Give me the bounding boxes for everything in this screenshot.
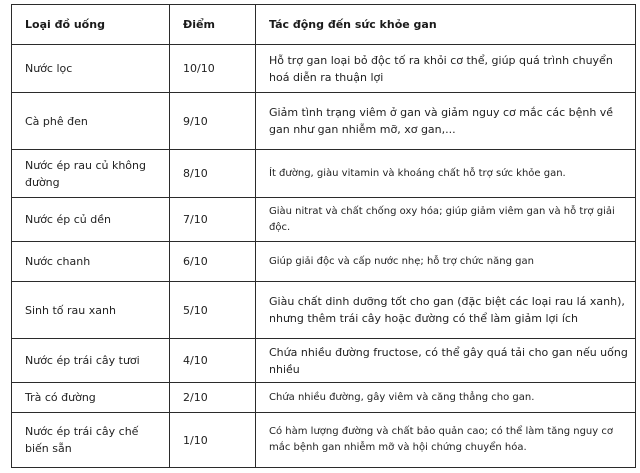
drink-score: 7/10 [170,198,256,242]
drink-score: 5/10 [170,282,256,339]
drink-name: Sinh tố rau xanh [12,282,170,339]
drink-name: Nước chanh [12,242,170,282]
drink-name: Nước ép củ dền [12,198,170,242]
table-row [12,150,636,198]
table-row [12,282,636,339]
header-score: Điểm [170,5,256,45]
table-header-row [12,5,636,45]
table-row [12,339,636,383]
drink-score: 9/10 [170,93,256,150]
drink-name: Cà phê đen [12,93,170,150]
drink-name: Nước lọc [12,45,170,93]
table-row [12,383,636,413]
drink-effect: Có hàm lượng đường và chất bảo quản cao; có thể làm tăng nguy cơ mắc bệnh gan nhiễm mỡ và hội chứng chuyển hóa. [256,413,636,468]
table-row [12,93,636,150]
liver-drinks-table [11,4,636,468]
table-row [12,198,636,242]
header-liver-effect: Tác động đến sức khỏe gan [256,5,636,45]
drink-score: 8/10 [170,150,256,198]
drink-effect: Chứa nhiều đường fructose, có thể gây quá tải cho gan nếu uống nhiều [256,339,636,383]
header-drink-type: Loại đồ uống [12,5,170,45]
drink-effect: Giàu chất dinh dưỡng tốt cho gan (đặc biệt các loại rau lá xanh), nhưng thêm trái cây hoặc đường có thể làm giảm lợi ích [256,282,636,339]
drink-score: 10/10 [170,45,256,93]
drink-effect: Hỗ trợ gan loại bỏ độc tố ra khỏi cơ thể, giúp quá trình chuyển hoá diễn ra thuận lợi [256,45,636,93]
drink-effect: Giảm tình trạng viêm ở gan và giảm nguy cơ mắc các bệnh về gan như gan nhiễm mỡ, xơ gan,... [256,93,636,150]
drink-effect: Chứa nhiều đường, gây viêm và căng thẳng cho gan. [256,383,636,413]
drink-name: Nước ép trái cây chế biến sẵn [12,413,170,468]
table-row [12,413,636,468]
drink-score: 2/10 [170,383,256,413]
drink-effect: Giúp giải độc và cấp nước nhẹ; hỗ trợ chức năng gan [256,242,636,282]
table-row [12,242,636,282]
drink-score: 1/10 [170,413,256,468]
drink-name: Nước ép trái cây tươi [12,339,170,383]
drink-name: Nước ép rau củ không đường [12,150,170,198]
drink-effect: Ít đường, giàu vitamin và khoáng chất hỗ trợ sức khỏe gan. [256,150,636,198]
table-row [12,45,636,93]
drink-effect: Giàu nitrat và chất chống oxy hóa; giúp giảm viêm gan và hỗ trợ giải độc. [256,198,636,242]
drink-score: 4/10 [170,339,256,383]
drink-score: 6/10 [170,242,256,282]
drink-name: Trà có đường [12,383,170,413]
